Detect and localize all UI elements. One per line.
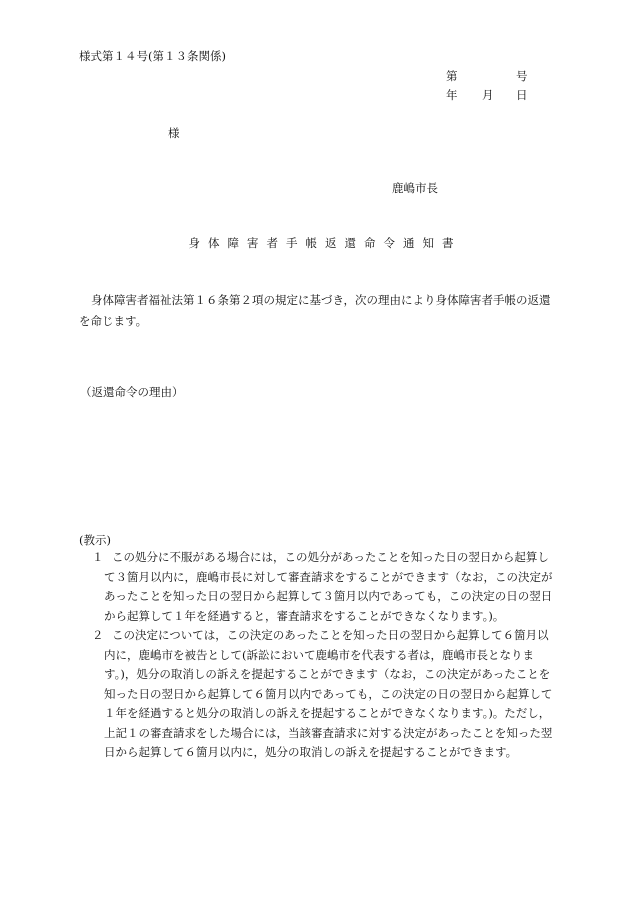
date-day-label: 日 (516, 88, 528, 102)
reason-label: （返還命令の理由） (80, 385, 184, 399)
notice-item (92, 626, 554, 763)
form-number: 様式第１４号(第１３条関係) (79, 49, 226, 63)
notice-item-text: この処分に不服がある場合には，この処分があったことを知った日の翌日から起算して３箇月以内に，鹿嶋市長に対して審査請求をすることができます（なお，この決定があったことを知った日の翌日から起算して３箇月以内であっても，この決定の日の翌日から起算して１年を経過すると，審査請求をすることができなくなります。)。 (104, 550, 553, 623)
body-paragraph: 身体障害者福祉法第１６条第２項の規定に基づき，次の理由により身体障害者手帳の返還を命じます。 (79, 293, 551, 328)
document-number-suffix: 号 (516, 69, 528, 83)
notice-item-number: ２ (92, 628, 104, 642)
date-year-label: 年 (446, 88, 458, 102)
document-number-label: 第 (446, 69, 458, 83)
notice-item-text: この決定については，この決定のあったことを知った日の翌日から起算して６箇月以内に，鹿嶋市を被告として(訴訟において鹿嶋市を代表する者は，鹿嶋市長となります。)，処分の取消しの訴えを提起することができます（なお，この決定があったことを知った日の翌日から起算して６箇月以内であっても，この決定の日の翌日から起算して１年を経過すると処分の取消しの訴えを提起することができなくなります。)。ただし，上記１の審査請求をした場合には，当該審査請求に対する決定があったことを知った翌日から起算して６箇月以内に，処分の取消しの訴えを提起することができます。 (104, 628, 553, 759)
issuer-name: 鹿嶋市長 (392, 181, 438, 195)
addressee-honorific: 様 (168, 126, 180, 140)
notice-item (92, 548, 554, 626)
date-month-label: 月 (482, 88, 494, 102)
notice-item-number: １ (92, 550, 104, 564)
document-title: 身体障害者手帳返還命令通知書 (188, 236, 462, 250)
notice-heading: (教示) (79, 533, 111, 547)
